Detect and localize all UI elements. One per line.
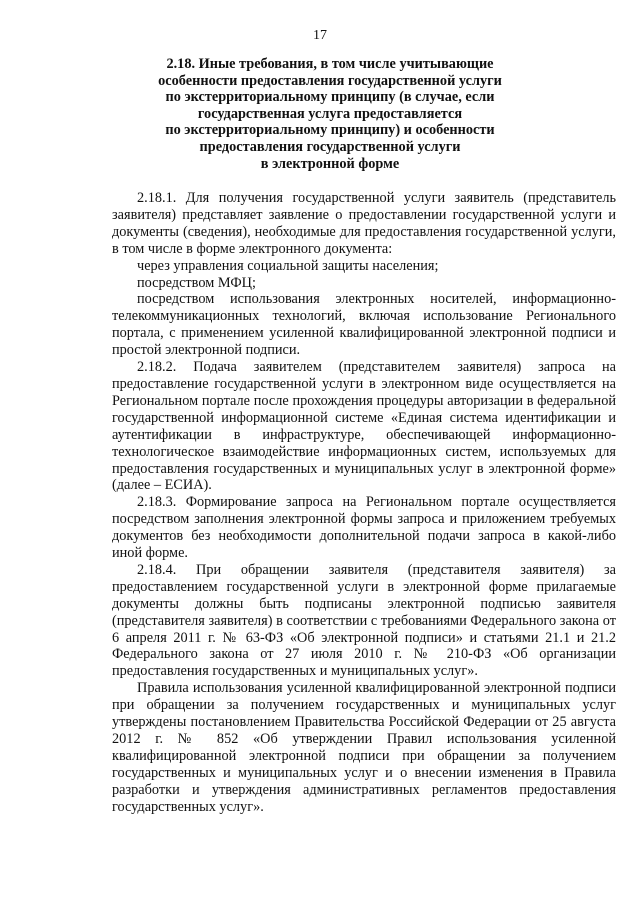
list-item-mfc: посредством МФЦ; bbox=[137, 274, 256, 291]
list-item-usz: через управления социальной защиты населения; bbox=[137, 257, 439, 274]
heading-line: по экстерриториальному принципу) и особенности bbox=[165, 122, 495, 139]
heading-line: по экстерриториальному принципу (в случае, если bbox=[165, 89, 495, 106]
section-heading bbox=[100, 56, 560, 172]
paragraph-signature-rules: Правила использования усиленной квалифицированной электронной подписи при обращении за получением государственных и муниципальных услуг утверждены постановлением Правительства Российской Федерации от 25 августа 2012 г. № 852 «Об утверждении Правил использования усиленной квалифицированной электронной подписи при обращении за получением государственных и муниципальных услуг и о внесении изменения в Правила разработки и утверждения административных регламентов предоставления государственных услуг». bbox=[112, 680, 616, 815]
list-item-electronic: посредством использования электронных носителей, информационно-телекоммуникационных технологий, включая использование Регионального портала, с применением усиленной квалифицированной электронной подписи и простой электронной подписи. bbox=[112, 291, 616, 359]
heading-line: особенности предоставления государственной услуги bbox=[158, 72, 502, 89]
heading-line: предоставления государственной услуги bbox=[199, 138, 461, 155]
heading-line: 2.18. Иные требования, в том числе учитывающие bbox=[166, 56, 494, 72]
heading-line: в электронной форме bbox=[260, 155, 400, 172]
paragraph-2-18-3: 2.18.3. Формирование запроса на Региональном портале осуществляется посредством заполнения электронной формы запроса и приложением требуемых документов без необходимости дополнительной подачи запроса в какой-либо иной форме. bbox=[112, 494, 616, 562]
page-number: 17 bbox=[313, 28, 327, 43]
paragraph-2-18-2: 2.18.2. Подача заявителем (представителем заявителя) запроса на предоставление государственной услуги в электронном виде осуществляется на Региональном портале после прохождения процедуры авторизации в федеральной государственной информационной системе «Единая система идентификации и аутентификации в инфраструктуре, обеспечивающей информационно-технологическое взаимодействие информационных систем, используемых для предоставления государственных и муниципальных услуг в электронной форме» (далее – ЕСИА). bbox=[112, 359, 616, 494]
paragraph-2-18-1: 2.18.1. Для получения государственной услуги заявитель (представитель заявителя) представляет заявление о предоставлении государственной услуги и документы (сведения), необходимые для предоставления государственной услуги, в том числе в форме электронного документа: bbox=[112, 190, 616, 257]
paragraph-2-18-4: 2.18.4. При обращении заявителя (представителя заявителя) за предоставлением государственной услуги в электронной форме прилагаемые документы должны быть подписаны электронной подписью заявителя (представителя заявителя) в соответствии с требованиями Федерального закона от 6 апреля 2011 г. № 63-ФЗ «Об электронной подписи» и статьями 21.1 и 21.2 Федерального закона от 27 июля 2010 г. № 210-ФЗ «Об организации предоставления государственных и муниципальных услуг». bbox=[112, 561, 616, 680]
heading-line: государственная услуга предоставляется bbox=[197, 105, 463, 122]
body-text bbox=[112, 190, 616, 816]
